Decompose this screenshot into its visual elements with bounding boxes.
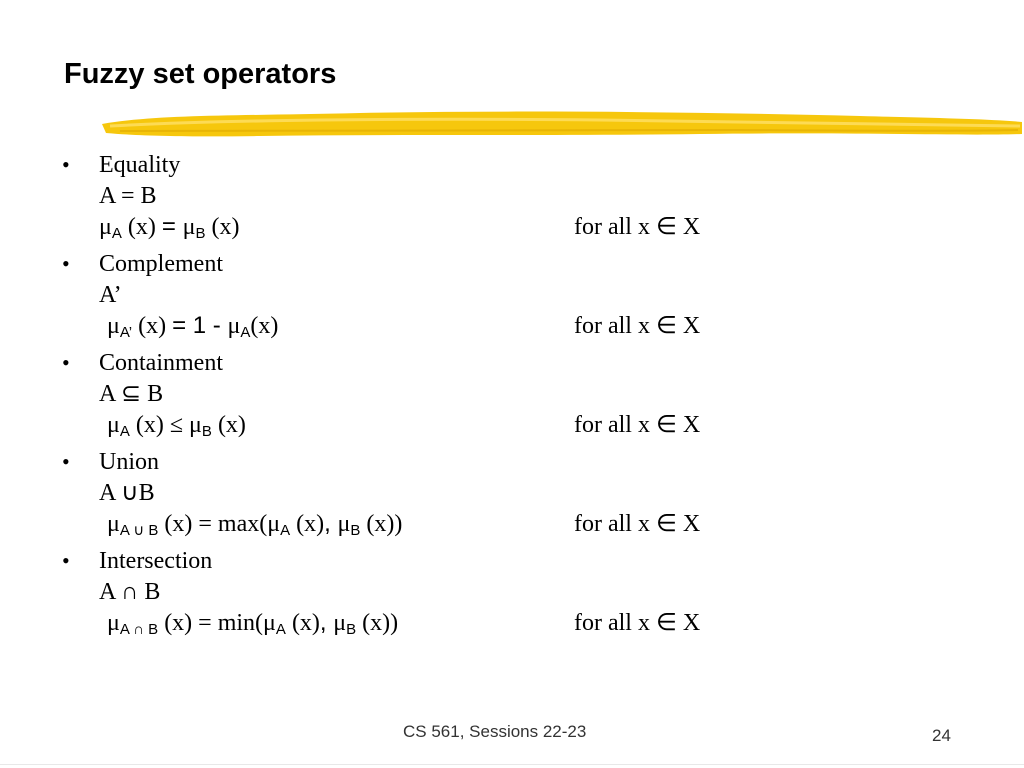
bullet-dot: •: [62, 152, 70, 177]
bullet-dot: •: [62, 548, 70, 573]
page-number: 24: [932, 726, 951, 745]
membership-formula: μA’ (x) = 1 - μA(x): [107, 312, 279, 341]
condition-text: for all x ∈ X: [574, 610, 701, 636]
condition-text: for all x ∈ X: [574, 214, 701, 240]
set-expression: A ∪B: [99, 480, 155, 506]
bullet-label: Equality: [99, 152, 181, 178]
set-expression: A ∩ B: [99, 579, 161, 605]
membership-formula: μA (x) = μB (x): [99, 213, 240, 242]
condition-text: for all x ∈ X: [574, 511, 701, 537]
bullet-label: Union: [99, 449, 159, 475]
condition-text: for all x ∈ X: [574, 313, 701, 339]
bullet-label: Complement: [99, 251, 223, 277]
footer-course: CS 561, Sessions 22-23: [403, 722, 587, 741]
bullet-label: Containment: [99, 350, 223, 376]
bullet-label: Intersection: [99, 548, 213, 574]
bullet-dot: •: [62, 449, 70, 474]
bottom-divider: [0, 764, 1024, 765]
condition-text: for all x ∈ X: [574, 412, 701, 438]
set-expression: A’: [99, 282, 122, 308]
set-expression: A = B: [99, 183, 157, 209]
bullet-dot: •: [62, 350, 70, 375]
set-expression: A ⊆ B: [99, 381, 164, 407]
slide-title: Fuzzy set operators: [64, 58, 337, 90]
membership-formula: μA ∩ B (x) = min(μA (x), μB (x)): [107, 609, 399, 638]
membership-formula: μA ∪ B (x) = max(μA (x), μB (x)): [107, 510, 403, 539]
membership-formula: μA (x) ≤ μB (x): [107, 412, 246, 440]
bullet-dot: •: [62, 251, 70, 276]
